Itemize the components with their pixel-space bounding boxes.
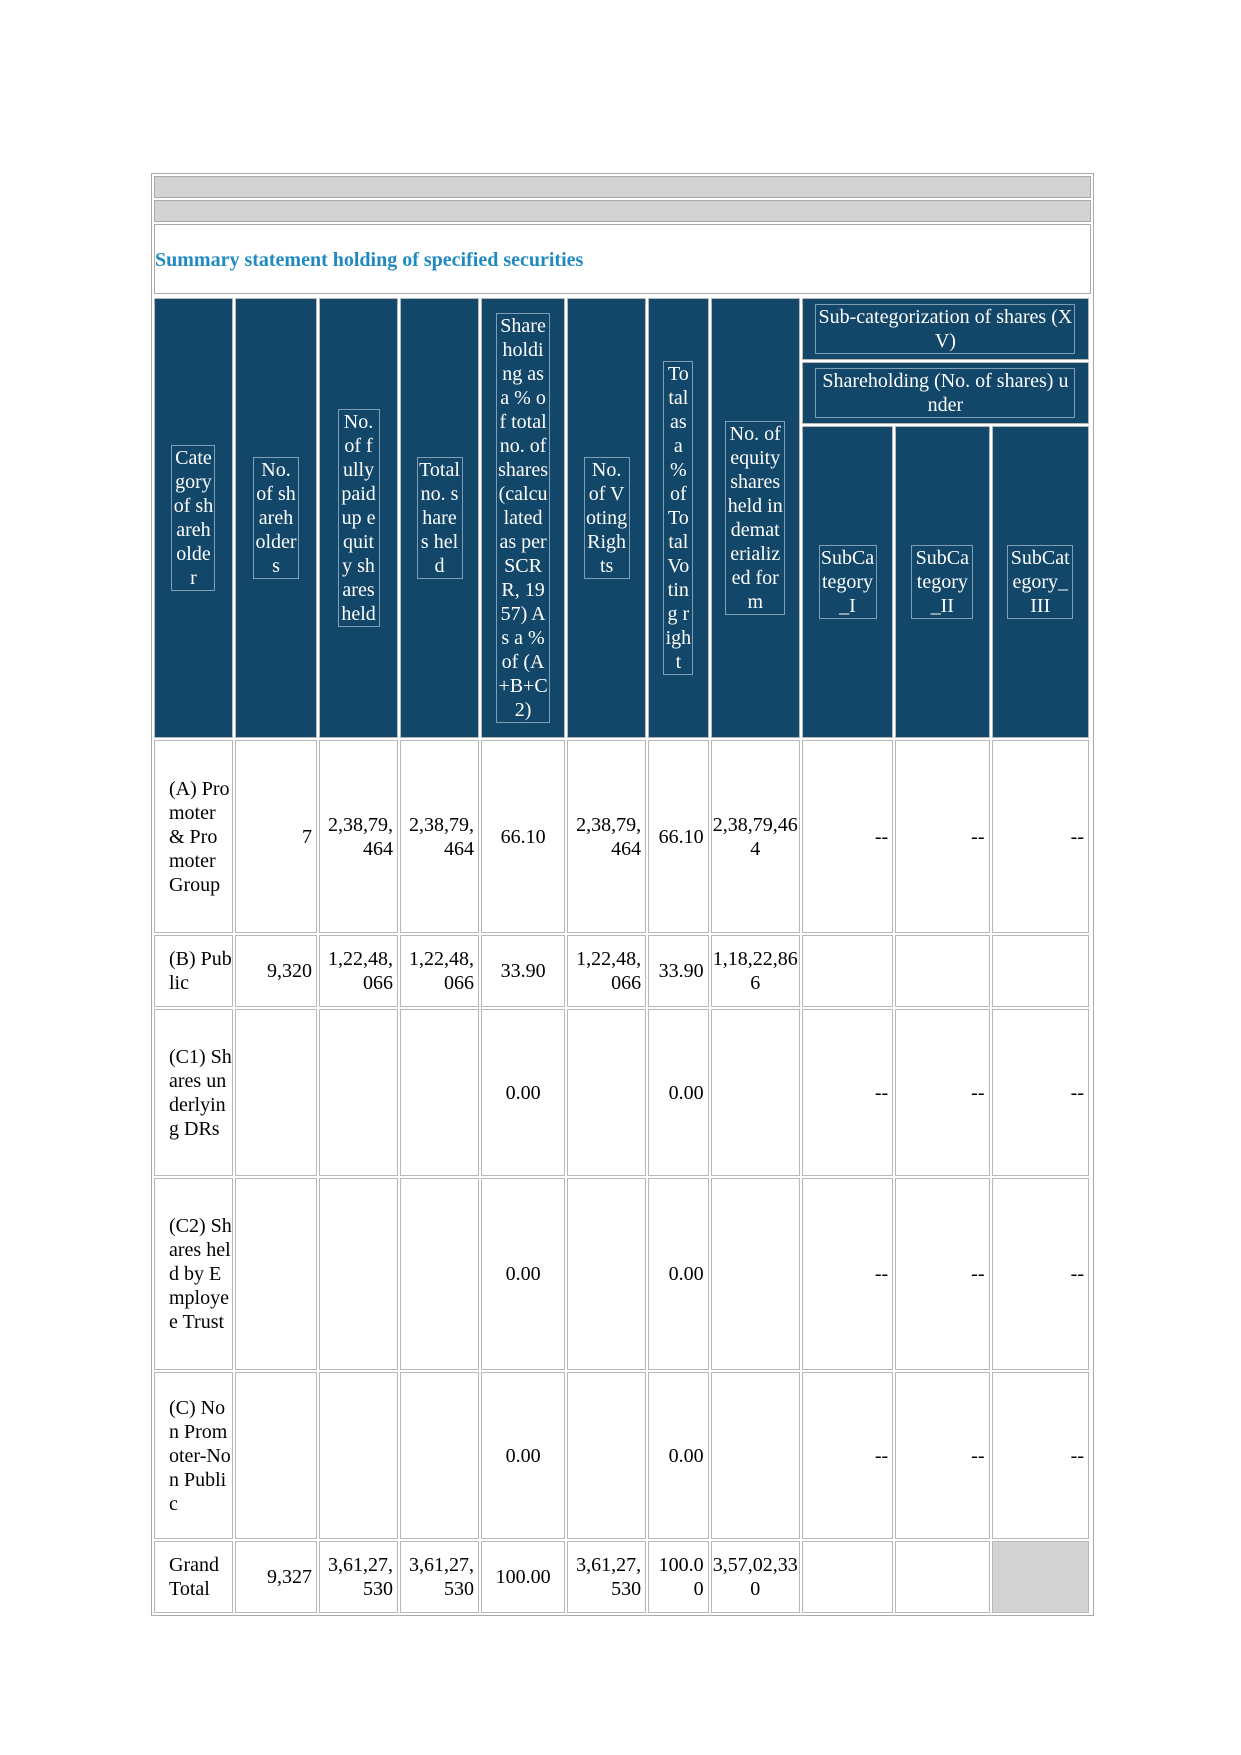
cell-subcat3 — [992, 1541, 1090, 1613]
cell-fully-paid — [319, 1372, 398, 1539]
header-demat: No. of equity shares held in dematerialized form — [711, 298, 800, 738]
header-fully-paid: No. of fully paid up equity shares held — [319, 298, 398, 738]
header-num-holders: No. of shareholders — [235, 298, 317, 738]
summary-table — [152, 296, 1091, 1615]
cell-voting — [567, 1178, 646, 1370]
cell-subcat2 — [895, 1541, 989, 1613]
cell-voting-pct: 100.00 — [648, 1541, 709, 1613]
cell-voting-pct: 66.10 — [648, 740, 709, 933]
cell-subcat2: -- — [895, 1372, 989, 1539]
cell-voting-pct: 0.00 — [648, 1009, 709, 1176]
cell-voting: 1,22,48,066 — [567, 935, 646, 1007]
cell-holders — [235, 1009, 317, 1176]
cell-subcat1 — [802, 1541, 893, 1613]
cell-subcat2: -- — [895, 1009, 989, 1176]
cell-subcat1: -- — [802, 1372, 893, 1539]
cell-pct: 0.00 — [481, 1178, 565, 1370]
cell-subcat3: -- — [992, 1178, 1090, 1370]
cell-category: (B) Public — [154, 935, 233, 1007]
cell-pct: 100.00 — [481, 1541, 565, 1613]
header-bar-1 — [154, 176, 1091, 198]
cell-subcat3: -- — [992, 1372, 1090, 1539]
cell-fully-paid: 3,61,27,530 — [319, 1541, 398, 1613]
cell-fully-paid — [319, 1178, 398, 1370]
cell-pct: 33.90 — [481, 935, 565, 1007]
cell-subcat1: -- — [802, 1178, 893, 1370]
header-shareholding-pct: Shareholding as a % of total no. of shares (calculated as per SCRR, 1957) As a % of (A+B+C2) — [481, 298, 565, 738]
cell-voting-pct: 0.00 — [648, 1372, 709, 1539]
cell-total — [400, 1178, 479, 1370]
cell-holders — [235, 1372, 317, 1539]
cell-total — [400, 1372, 479, 1539]
header-total-voting-pct: Total as a % of Total Voting right — [648, 298, 709, 738]
cell-fully-paid: 1,22,48,066 — [319, 935, 398, 1007]
cell-fully-paid — [319, 1009, 398, 1176]
cell-total: 2,38,79,464 — [400, 740, 479, 933]
cell-voting-pct: 0.00 — [648, 1178, 709, 1370]
header-category: Category of shareholder — [154, 298, 233, 738]
header-bar-2 — [154, 200, 1091, 222]
cell-demat — [711, 1372, 800, 1539]
cell-subcat2: -- — [895, 1178, 989, 1370]
page-title: Summary statement holding of specified securities — [155, 249, 584, 271]
cell-subcat1 — [802, 935, 893, 1007]
cell-voting: 2,38,79,464 — [567, 740, 646, 933]
cell-total: 3,61,27,530 — [400, 1541, 479, 1613]
cell-total: 1,22,48,066 — [400, 935, 479, 1007]
cell-holders: 7 — [235, 740, 317, 933]
cell-demat — [711, 1178, 800, 1370]
cell-subcat3: -- — [992, 740, 1090, 933]
cell-total — [400, 1009, 479, 1176]
header-subcategorization: Sub-categorization of shares (XV) — [802, 298, 1089, 360]
cell-pct: 0.00 — [481, 1009, 565, 1176]
cell-voting-pct: 33.90 — [648, 935, 709, 1007]
header-subcategory-1: SubCategory_I — [802, 426, 893, 738]
title-box — [154, 224, 1091, 294]
cell-demat — [711, 1009, 800, 1176]
cell-holders: 9,320 — [235, 935, 317, 1007]
cell-voting — [567, 1009, 646, 1176]
table-row-c2 — [154, 1178, 1089, 1370]
header-shareholding-under: Shareholding (No. of shares) under — [802, 362, 1089, 424]
cell-category: (C2) Shares held by Employee Trust — [154, 1178, 233, 1370]
table-row-c1 — [154, 1009, 1089, 1176]
cell-holders: 9,327 — [235, 1541, 317, 1613]
cell-pct: 66.10 — [481, 740, 565, 933]
cell-category: (C1) Shares underlying DRs — [154, 1009, 233, 1176]
table-row-promoter — [154, 740, 1089, 933]
cell-fully-paid: 2,38,79,464 — [319, 740, 398, 933]
header-voting-rights: No. of Voting Rights — [567, 298, 646, 738]
document-frame — [151, 173, 1094, 1616]
cell-subcat1: -- — [802, 1009, 893, 1176]
cell-subcat2 — [895, 935, 989, 1007]
cell-subcat1: -- — [802, 740, 893, 933]
cell-category: Grand Total — [154, 1541, 233, 1613]
cell-pct: 0.00 — [481, 1372, 565, 1539]
table-row-non-promoter — [154, 1372, 1089, 1539]
table-row-public — [154, 935, 1089, 1007]
cell-category: (C) Non Promoter-Non Public — [154, 1372, 233, 1539]
cell-voting: 3,61,27,530 — [567, 1541, 646, 1613]
table-row-grand-total — [154, 1541, 1089, 1613]
header-subcategory-2: SubCategory_II — [895, 426, 989, 738]
header-total-shares: Total no. shares held — [400, 298, 479, 738]
cell-demat: 1,18,22,866 — [711, 935, 800, 1007]
cell-category: (A) Promoter & Promoter Group — [154, 740, 233, 933]
cell-subcat3 — [992, 935, 1090, 1007]
cell-holders — [235, 1178, 317, 1370]
cell-voting — [567, 1372, 646, 1539]
cell-demat: 3,57,02,330 — [711, 1541, 800, 1613]
cell-subcat3: -- — [992, 1009, 1090, 1176]
cell-demat: 2,38,79,464 — [711, 740, 800, 933]
header-subcategory-3: SubCategory_III — [992, 426, 1090, 738]
cell-subcat2: -- — [895, 740, 989, 933]
